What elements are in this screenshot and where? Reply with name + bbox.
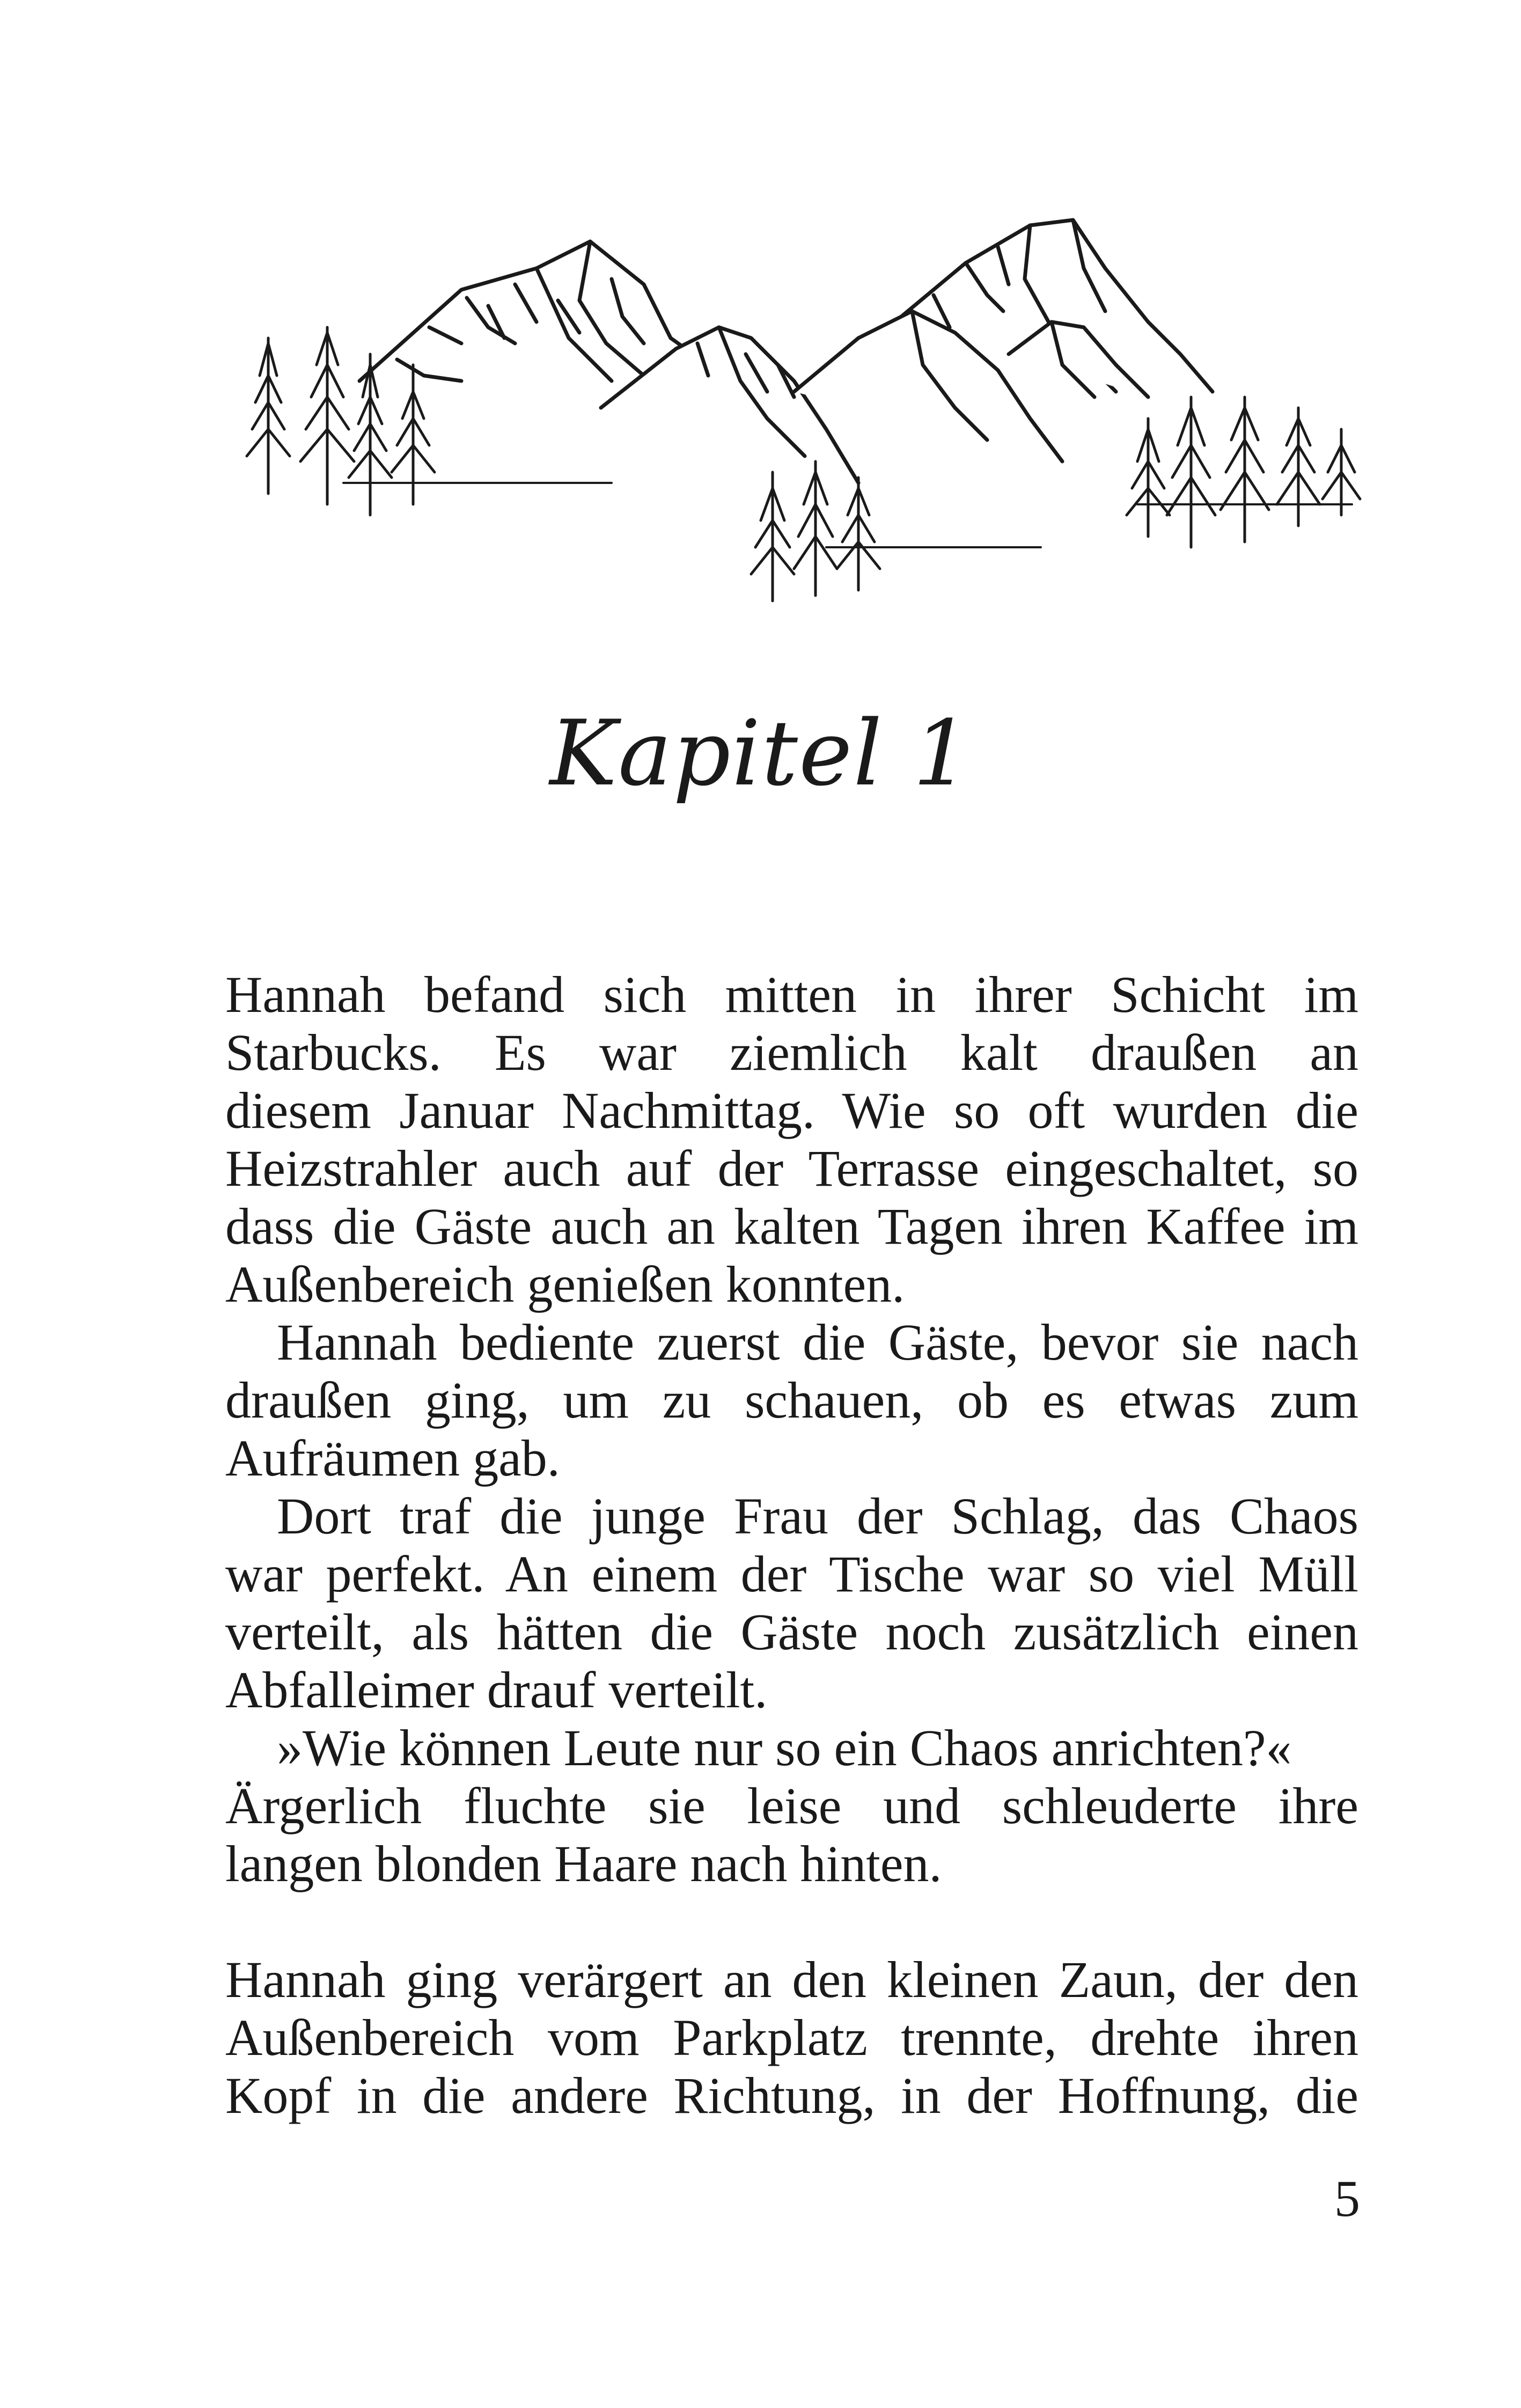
paragraph [225,1313,1358,1487]
chapter-title: Kapitel 1 [549,701,972,806]
text-line: Außenbereich genießen konnten. [225,1256,905,1313]
text-line: Ärgerlich fluchte sie leise und schleuderte ihre [225,1777,1358,1834]
page-number: 5 [1334,2170,1360,2227]
section-break [225,1893,1358,1951]
text-line: Außenbereich vom Parkplatz trennte, drehte ihren [225,2009,1358,2066]
paragraph [225,966,1358,1313]
mountains-and-pine-trees-illustration [236,204,1363,612]
text-line: Hannah bediente zuerst die Gäste, bevor sie nach [277,1313,1358,1371]
text-line: dass die Gäste auch an kalten Tagen ihren Kaffee im [225,1198,1358,1255]
text-line: Abfalleimer drauf verteilt. [225,1661,768,1719]
text-line: draußen ging, um zu schauen, ob es etwas zum [225,1371,1358,1429]
text-line: langen blonden Haare nach hinten. [225,1835,942,1892]
paragraph [225,1951,1358,2125]
text-line: war perfekt. An einem der Tische war so viel Müll [225,1545,1358,1603]
text-line: Heizstrahler auch auf der Terrasse eingeschaltet, so [225,1140,1358,1197]
text-line: »Wie können Leute nur so ein Chaos anrichten?« [277,1719,1292,1776]
text-line: Kopf in die andere Richtung, in der Hoffnung, die [225,2067,1358,2124]
text-line: Hannah ging verärgert an den kleinen Zaun, der den [225,1951,1358,2008]
text-line: Aufräumen gab. [225,1429,560,1487]
text-line: Starbucks. Es war ziemlich kalt draußen an [225,1024,1358,1081]
paragraph [225,1719,1358,1893]
text-line: diesem Januar Nachmittag. Wie so oft wurden die [225,1082,1358,1139]
chapter-body [225,966,1358,2125]
text-line: verteilt, als hätten die Gäste noch zusätzlich einen [225,1603,1358,1661]
text-line: Hannah befand sich mitten in ihrer Schicht im [225,966,1358,1023]
paragraph [225,1487,1358,1719]
text-line: Dort traf die junge Frau der Schlag, das Chaos [277,1487,1358,1545]
